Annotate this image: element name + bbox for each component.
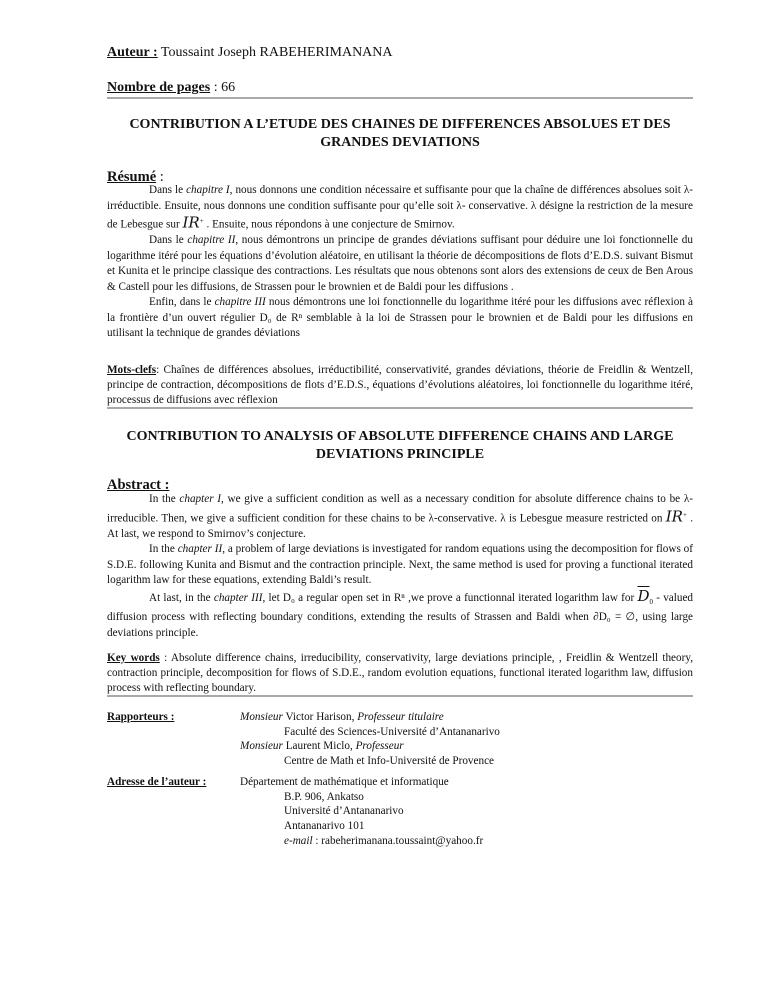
pages-line [107,79,235,97]
divider [107,97,693,99]
address-line: Département de mathématique et informatique [240,776,449,788]
chapter-ref: chapter II [177,543,223,556]
text: In the [149,493,180,505]
french-title-line1: CONTRIBUTION A L’ETUDE DES CHAINES DE DIFFERENCES ABSOLUES ET DES [129,117,671,132]
ir-superscript: + [199,217,204,225]
french-keywords [107,363,693,408]
text: , let D₀ a regular open set in Rⁿ ,we prove a functionnal iterated logarithm law for [262,591,638,604]
text: Enfin, dans le [149,296,215,309]
abstract-heading: Abstract : [107,477,170,493]
keywords-text: : Chaînes de différences absolues, irréductibilité, conservativité, grandes déviations, théorie de Freidlin & Wentzell, principe de contraction, décompositions de flots d’E.D.S., équations d’évolutions aléatoires, loi fonctionnelle du logarithme itéré, processus de diffusions avec réflexion [107,364,693,406]
ir-symbol: IR [182,213,200,232]
address-label: Adresse de l’auteur : [107,776,207,788]
divider [107,695,693,697]
text: , we give a sufficient condition as well as a necessary condition for absolute difference chains to be λ-irreducible. Then, we give a sufficient condition for these chains to be λ-conservative. λ is Lebesgue measure restricted on [107,493,693,525]
text: Dans le [149,234,188,247]
rapporteur-1-affiliation: Faculté des Sciences-Université d’Antananarivo [284,725,500,738]
pages-label: Nombre de pages [107,80,211,95]
text: . Ensuite, nous répondons à une conjecture de Smirnov. [203,218,455,231]
english-keywords [107,651,693,696]
resume-paragraph-1 [107,183,693,233]
abstract-body [107,492,693,641]
resume-paragraph-3 [107,295,693,342]
resume-body [107,183,693,342]
title: Monsieur [240,711,283,723]
email-value[interactable]: : rabeherimanana.toussaint@yahoo.fr [312,834,484,847]
author-label: Auteur : [107,45,158,60]
d0-subscript: 0 [649,597,653,606]
resume-paragraph-2 [107,233,693,295]
rapporteur-1 [240,710,444,725]
keywords-label: Key words [107,652,160,664]
english-title-line1: CONTRIBUTION TO ANALYSIS OF ABSOLUTE DIFFERENCE CHAINS AND LARGE [126,429,674,444]
chapter-ref: chapitre I [186,184,230,196]
abstract-paragraph-3 [107,586,694,642]
author-line [107,44,393,62]
text: , nous donnons une condition nécessaire et suffisante pour que la chaîne de différences absolues soit λ- irréductible. Ensuite, nous donnons une condition suffisante pour qu’elle soit λ- conservative. λ désigne la restriction de la mesure de Lebesgue sur [107,184,693,231]
address-block [107,775,693,849]
author-value: Toussaint Joseph RABEHERIMANANA [157,45,393,60]
address-line: Université d’Antananarivo [284,805,404,818]
address-line: Antananarivo 101 [284,820,365,833]
email-line [240,834,483,849]
role: Professeur [355,740,404,753]
text: At last, in the [149,591,214,604]
french-title [107,116,693,152]
name: Laurent Miclo, [282,740,356,753]
chapter-ref: chapitre III [214,296,266,309]
divider [107,407,693,409]
french-title-line2: GRANDES DEVIATIONS [320,135,480,150]
english-title-line2: DEVIATIONS PRINCIPLE [315,447,485,462]
role: Professeur titulaire [357,711,444,723]
keywords-label: Mots-clefs [107,364,157,376]
rapporteur-2 [240,739,404,754]
title: Monsieur [240,740,283,753]
text: , a problem of large deviations is investigated for random equations using the decomposition for flows of S.D.E. following Kunita and Bismut and the contraction principle. Next, the same method is used for proving a functional iterated logarithm law for these equations, extending Baldi’s result. [107,543,693,587]
chapter-ref: chapter I [179,493,221,505]
text: Dans le [149,184,187,196]
name: Victor Harison, [282,711,358,723]
d0-closure-symbol: $\overline{D}$ [637,586,650,605]
text: In the [149,543,178,556]
text: nous démontrons une loi fonctionnelle du logarithme itéré pour les diffusions avec réflexion à la frontière d’un ouvert régulier D₀ de Rⁿ semblable à la loi de Strassen pour le brownien et de Baldi pour les diffusions en utilisant la technique de grandes déviations [107,296,694,340]
abstract-paragraph-2 [107,542,693,589]
rapporteurs-block [107,710,693,769]
ir-superscript: + [682,510,687,519]
chapter-ref: chapitre II [187,234,236,247]
ir-symbol: IR [665,507,683,526]
keywords-text: : Absolute difference chains, irreducibility, conservativity, large deviations principle, , Freidlin & Wentzell theory, contraction principle, decomposition for flows of S.D.E., random evolution equations, functional iterated logarithm law, diffusion process with reflecting boundary. [107,652,693,694]
english-title [107,428,693,464]
rapporteurs-label: Rapporteurs : [107,711,175,723]
text: . At last, we respond to Smirnov’s conjecture. [107,512,694,540]
email-label: e-mail [284,834,313,847]
abstract-paragraph-1 [107,492,693,542]
resume-label: Résumé [107,169,157,185]
address-line: B.P. 906, Ankatso [284,790,364,803]
text: - valued diffusion process with reflecting boundary conditions, extending the results of Strassen and Baldi when ∂D₀ = ∅, using large deviations principle. [107,591,694,639]
text: , nous démontrons un principe de grandes déviations suffisant pour déduire une loi fonctionnelle du logarithme itéré pour les équations d’évolution aléatoire, en utilisant la théorie de décompositions de flots d’E.D.S. suivant Bismut et Kunita et le principe classique des contractions. Les résultats que nous obtenons sont alors des extensions de ceux de Ben Arous & Castell pour les diffusions, de Strassen pour le brownien et de Baldi pour les diffusions . [107,234,693,293]
chapter-ref: chapter III [213,591,263,604]
pages-value: : 66 [210,80,236,95]
rapporteur-2-affiliation: Centre de Math et Info-Université de Provence [284,755,495,768]
resume-colon: : [156,169,164,185]
